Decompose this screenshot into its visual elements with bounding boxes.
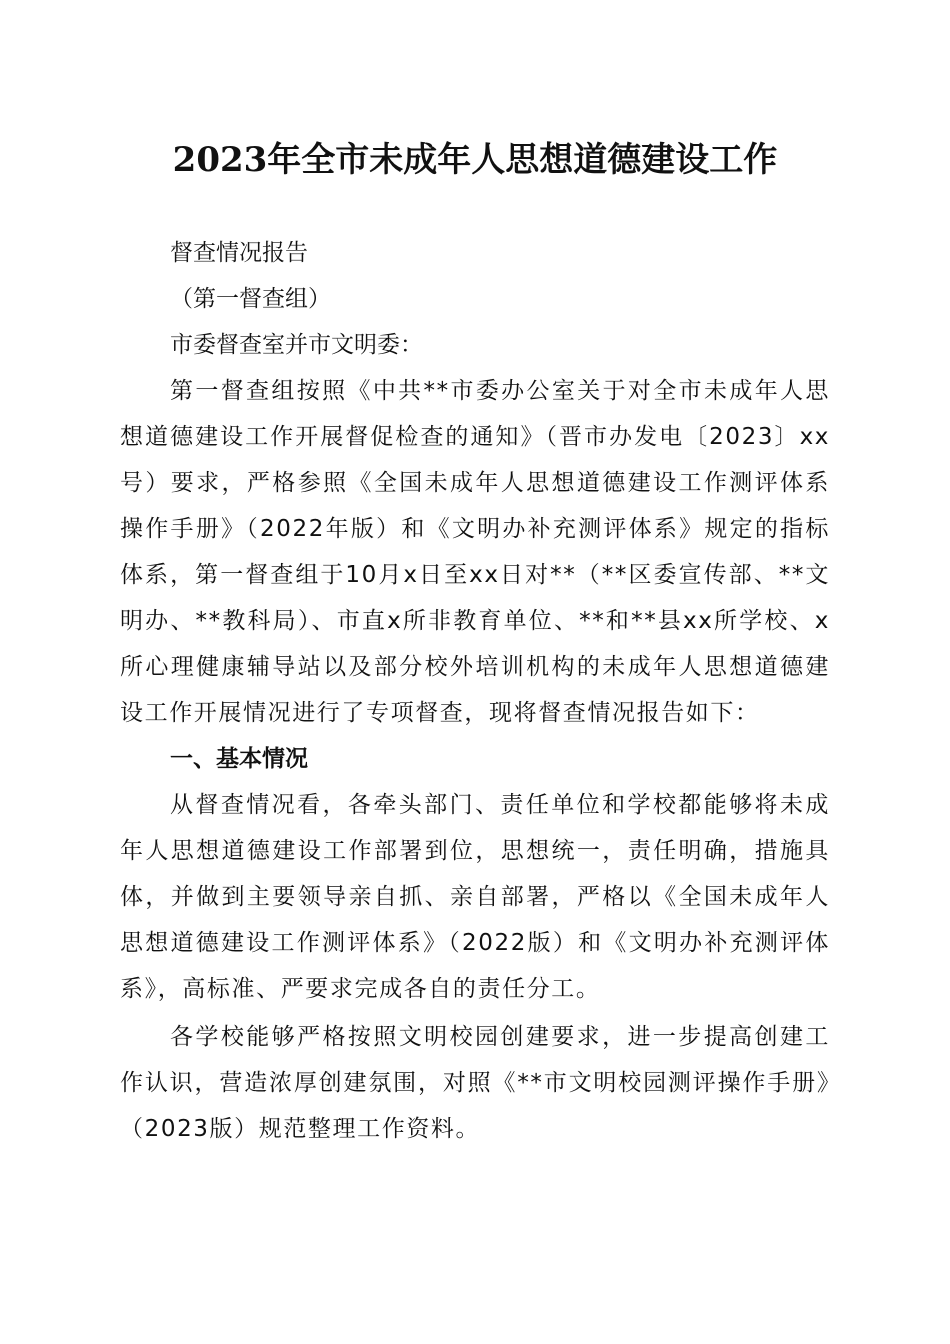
section-heading-basic-situation: 一、基本情况 [170,746,308,772]
document-body [120,230,830,1152]
section1-paragraph-2: 各学校能够严格按照文明校园创建要求，进一步提高创建工作认识，营造浓厚创建氛围，对照《**市文明校园测评操作手册》（2023版）规范整理工作资料。 [120,1024,830,1142]
inspection-group: （第一督查组） [170,286,331,312]
section1-paragraph-1: 从督查情况看，各牵头部门、责任单位和学校都能够将未成年人思想道德建设工作部署到位，思想统一，责任明确，措施具体，并做到主要领导亲自抓、亲自部署，严格以《全国未成年人思想道德建设工作测评体系》（2022版）和《文明办补充测评体系》，高标准、严要求完成各自的责任分工。 [120,792,830,1002]
intro-paragraph: 第一督查组按照《中共**市委办公室关于对全市未成年人思想道德建设工作开展督促检查的通知》（晋市办发电〔2023〕xx号）要求，严格参照《全国未成年人思想道德建设工作测评体系操作手册》（2022年版）和《文明办补充测评体系》规定的指标体系，第一督查组于10月x日至xx日对**（**区委宣传部、**文明办、**教科局）、市直x所非教育单位、**和**县xx所学校、x所心理健康辅导站以及部分校外培训机构的未成年人思想道德建设工作开展情况进行了专项督查，现将督查情况报告如下： [120,378,830,726]
addressee: 市委督查室并市文明委： [170,332,423,358]
document-title: 2023年全市未成年人思想道德建设工作 [172,140,778,180]
report-subtitle: 督查情况报告 [170,240,308,266]
